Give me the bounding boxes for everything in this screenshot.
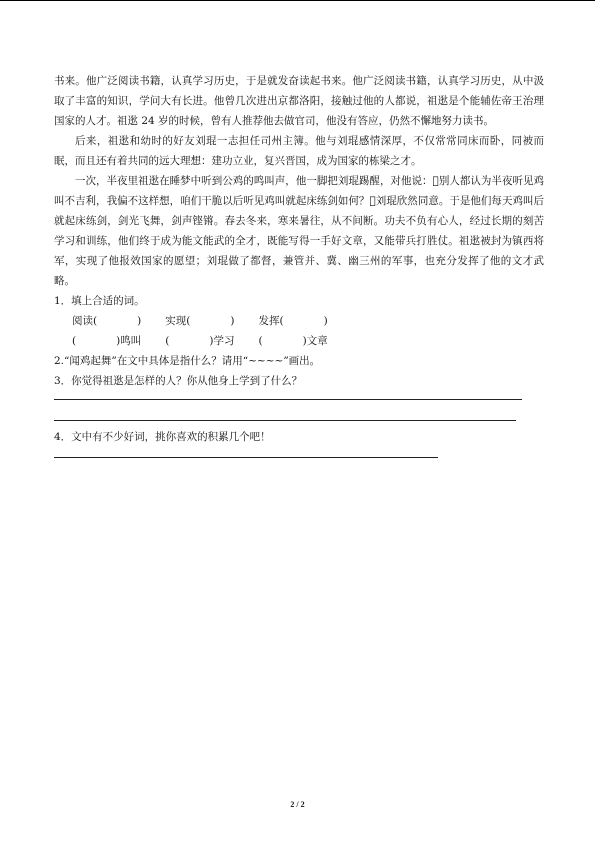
blank-item: ( )文章 (258, 335, 328, 347)
passage-paragraph-3: 一次，半夜里祖逖在睡梦中听到公鸡的鸣叫声，他一脚把刘琨踢醒，对他说： 别人都认为半夜听见鸡叫不吉利，我偏不这样想，咱们干脆以后听见鸡叫就起床练剑如何？ 刘琨欣然同意。于是他们每天鸡叫后就起床练剑，剑光飞舞，剑声铿锵。春去冬来，寒来暑往，从不间断。功夫不负有心人，经过长期的刻苦学习和训练，他们终于成为能文能武的全才，既能写得一手好文章，又能带兵打胜仗。祖逖被封为镇西将军，实现了他报效国家的愿望；刘琨做了都督，兼管并、冀、幽三州的军事，也充分发挥了他的文才武略。 (54, 175, 544, 287)
passage-paragraph-1: 书来。他广泛阅读书籍，认真学习历史，于是就发奋读起书来。他广泛阅读书籍，认真学习历史，从中汲取了丰富的知识，学问大有长进。他曾几次进出京都洛阳，接触过他的人都说，祖逖是个能辅佐帝王治理国家的人才。祖逖 24 岁的时候，曾有人推荐他去做官司，他没有答应，仍然不懈地努力读书。 (54, 75, 544, 127)
question-1-row-2 (72, 331, 544, 351)
question-1: 1．填上合适的词。 (54, 295, 145, 307)
header-rule (0, 0, 595, 1)
answer-line (54, 457, 438, 458)
blank-item: 实现( ) (165, 315, 235, 327)
blank-item: 发挥( ) (258, 315, 328, 327)
question-1-row-1 (72, 311, 544, 331)
blank-item: ( )学习 (165, 335, 235, 347)
blank-item: 阅读( ) (72, 315, 142, 327)
worksheet-body (54, 71, 544, 458)
passage-paragraph-2: 后来，祖逖和幼时的好友刘琨一志担任司州主簿。他与刘琨感情深厚，不仅常常同床而卧，同被而眠，而且还有着共同的远大理想：建功立业，复兴晋国，成为国家的栋梁之才。 (54, 135, 544, 167)
page-number: 2 / 2 (290, 800, 305, 809)
question-3: 3．你觉得祖逖是怎样的人？你从他身上学到了什么？ (54, 375, 303, 387)
blank-item: ( )鸣叫 (72, 335, 142, 347)
question-2: 2.“闻鸡起舞”在文中具体是指什么？请用“~~~~”画出。 (54, 355, 321, 367)
question-4: 4．文中有不少好词，挑你喜欢的积累几个吧！ (54, 431, 271, 443)
